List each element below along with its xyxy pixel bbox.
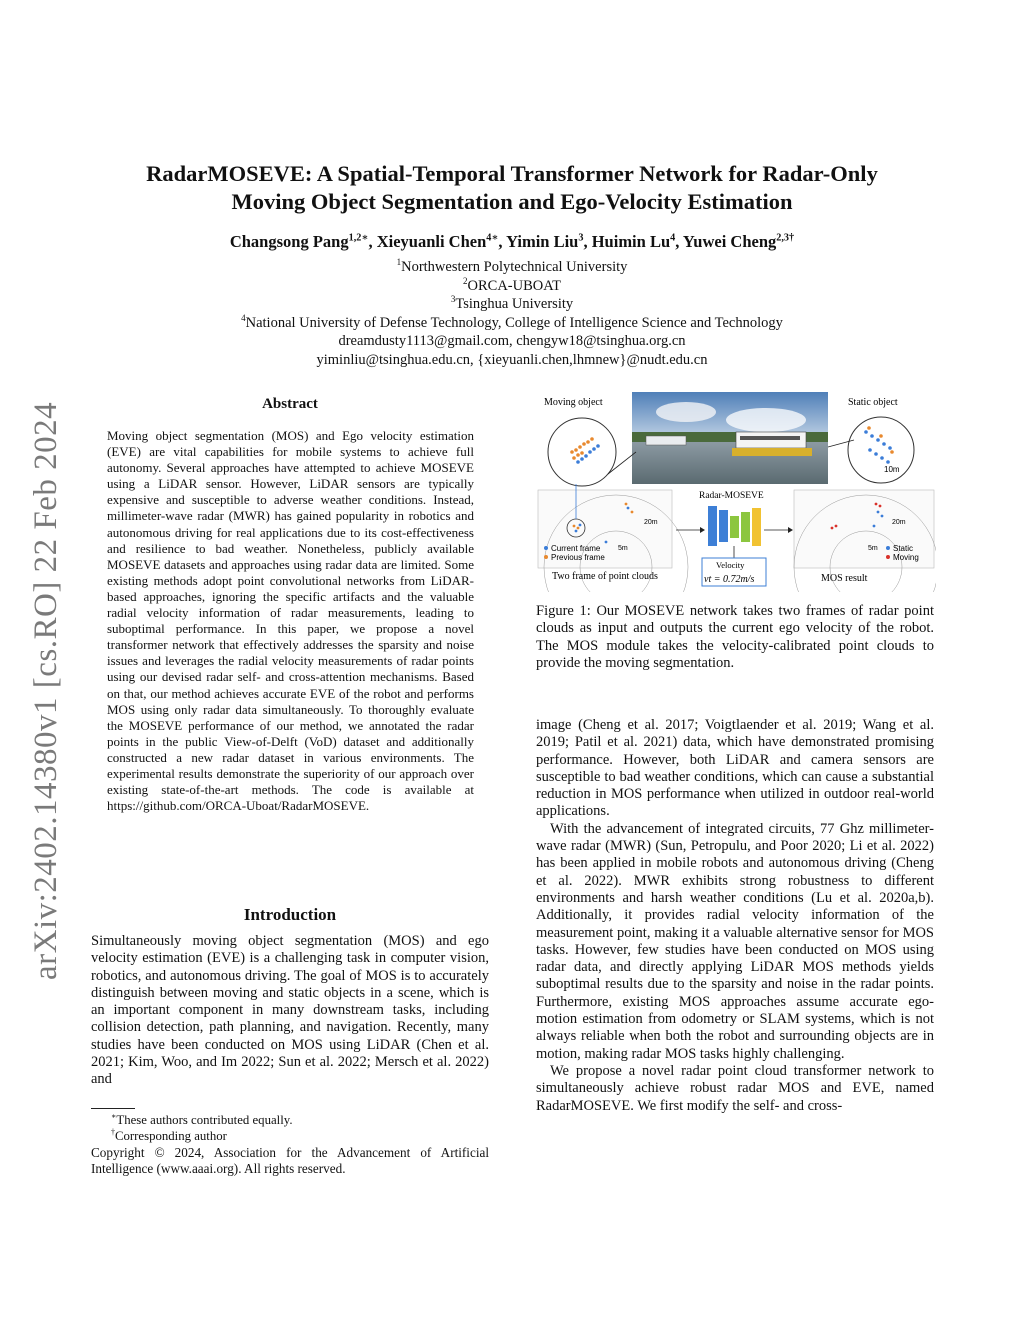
figure-1-caption: Figure 1: Our MOSEVE network takes two frames of radar point clouds as input and outputs the current ego velocity of the robot. The MOS module takes the velocity-calibrated point clouds to provide the moving segmentation. (536, 603, 934, 671)
ring-label-20m: 20m (644, 519, 658, 526)
footnote: †Corresponding author (111, 1128, 227, 1144)
title-line-1: RadarMOSEVE: A Spatial-Temporal Transformer Network for Radar-Only (146, 161, 878, 186)
author-name: Xieyuanli Chen (376, 232, 487, 251)
title-line-2: Moving Object Segmentation and Ego-Velocity Estimation (231, 189, 793, 214)
ring-label-10m: 10m (884, 465, 900, 474)
author-affil-mark: 4 (670, 232, 676, 244)
footnote-rule (91, 1108, 135, 1109)
static-object-label: Static object (848, 397, 898, 408)
legend-current-frame: Current frame (551, 544, 601, 553)
footnotes (91, 1112, 489, 1145)
author-affil-mark: 2,3† (776, 232, 795, 244)
author-name: Yuwei Cheng (682, 232, 777, 251)
email-line: dreamdusty1113@gmail.com, chengyw18@tsinghua.org.cn (338, 333, 686, 350)
static-object-zoom (828, 417, 914, 483)
legend-previous-frame: Previous frame (551, 553, 605, 562)
legend-moving: Moving (893, 553, 919, 562)
moving-object-zoom (548, 418, 636, 486)
moving-object-label: Moving object (544, 397, 603, 408)
email-line: yiminliu@tsinghua.edu.cn, {xieyuanli.chen,lhmnew}@nudt.edu.cn (316, 351, 708, 368)
network-diagram (676, 491, 793, 586)
velocity-value: vt = 0.72m/s (704, 574, 755, 585)
ring-label-20m: 20m (892, 519, 906, 526)
introduction-text: Simultaneously moving object segmentation (MOS) and ego velocity estimation (EVE) is a challenging task in computer vision, robotics, and autonomous driving. The goal of MOS is to accurately distinguish between moving and static objects in a scene, which is an important component in many downstream tasks, including collision detection, path planning, and navigation. Recently, many studies have been conducted on MOS using LiDAR (Chen et al. 2021; Kim, Woo, and Im 2022; Sun et al. 2022; Mersch et al. 2022) and (91, 933, 489, 1088)
author-affil-mark: 4∗ (486, 232, 499, 244)
affiliation-line: $^4$National University of Defense Technology, College of Intelligence Science and Technology (241, 312, 783, 331)
footnote: ∗These authors contributed equally. (111, 1111, 293, 1127)
affiliation-block (92, 258, 932, 370)
copyright-notice: Copyright © 2024, Association for the Advancement of Artificial Intelligence (www.aaai.org). All rights reserved. (91, 1145, 489, 1177)
abstract-heading: Abstract (262, 396, 318, 412)
affiliation-line: $^2$ORCA-UBOAT (463, 275, 561, 294)
paper-title (92, 160, 932, 216)
author-affil-mark: 1,2∗ (348, 232, 369, 244)
affiliation-line: $^1$Northwestern Polytechnical University (396, 257, 628, 275)
legend-static: Static (893, 544, 914, 553)
ring-label-5m: 5m (868, 545, 878, 552)
network-label: Radar-MOSEVE (699, 491, 764, 501)
body-paragraph: image (Cheng et al. 2017; Voigtlaender et al. 2019; Wang et al. 2019; Patil et al. 2021) data, which have demonstrated promising performance. However, both LiDAR and camera sensors are susceptible to bad weather conditions, which can cause a substantial reduction in MOS performance when utilized in outdoor real-world applications. (536, 717, 934, 820)
mos-result-label: MOS result (821, 573, 868, 584)
author-list: Changsong Pang$^{1,2∗}$, Xieyuanli Chen$^{4∗}$, Yimin Liu$^3$, Huimin Lu$^4$, Yuwei Cheng$^{2,3\dagger}$ (229, 232, 795, 251)
ring-label-5m: 5m (618, 545, 628, 552)
abstract-text: Moving object segmentation (MOS) and Ego velocity estimation (EVE) are vital capabilities for mobile systems to achieve full autonomy. Several approaches have attempted to achieve MOSEVE using a LiDAR sensor. However, LiDAR sensors are typically expensive and susceptible to adverse weather conditions. Instead, millimeter-wave radar (MWR) has gained popularity in robotics and autonomous driving for real applications due to its cost-effectiveness and resilience to bad weather. Nonetheless, publicly available MOSEVE datasets and approaches using radar data are limited. Some existing methods adopt point convolutional networks from LiDAR-based approaches, ignoring the specific artifacts and the valuable radial velocity information of radar measurements, leading to suboptimal performance. In this paper, we propose a novel transformer network that effectively addresses the sparsity and noise issues and leverages the radial velocity measurements of radar points using our devised radar self- and cross-attention mechanisms. Based on that, our method achieves accurate EVE of the robot and performs MOS using only radar data simultaneously. To thoroughly evaluate the MOSEVE performance of our method, we annotated the radar points in the public View-of-Delft (VoD) dataset and additionally constructed a new radar dataset in various environments. The experimental results demonstrate the superiority of our approach over existing state-of-the-art methods. The code is available at https://github.com/ORCA-Uboat/RadarMOSEVE. (107, 428, 474, 814)
affiliation-line: $^3$Tsinghua University (450, 294, 574, 313)
figure-1 (536, 392, 936, 592)
author-name: Huimin Lu (591, 232, 671, 251)
two-frame-label: Two frame of point clouds (552, 571, 658, 582)
arxiv-identifier: arXiv:2402.14380v1 [cs.RO] 22 Feb 2024 (28, 401, 64, 980)
body-paragraph: With the advancement of integrated circuits, 77 Ghz millimeter-wave radar (MWR) (Sun, Petropulu, and Poor 2020; Li et al. 2022) has been applied in mobile robots and autonomous driving (Cheng et al. 2022). MWR exhibits strong robustness to different environments and harsh weather conditions (Lu et al. 2020a,b). Additionally, it provides radial velocity information of the measurement point, making it a valuable alternative sensor for MOS tasks. However, few studies have been conducted on MOS using radar data, and directly applying LiDAR MOS methods yields suboptimal results due to the sparsity and noise in the radar points. Furthermore, existing MOS approaches assume accurate ego-motion estimation from odometry or SLAM systems, which is not always reliable when both the robot and surrounding objects are in motion, making radar MOS tasks highly challenging. (536, 820, 934, 1062)
author-affil-mark: 3 (578, 232, 584, 244)
author-name: Yimin Liu (506, 232, 579, 251)
right-column-body (536, 717, 934, 1115)
author-name: Changsong Pang (229, 232, 349, 251)
introduction-heading: Introduction (243, 905, 337, 924)
scene-photo (632, 392, 828, 484)
velocity-label: Velocity (716, 560, 745, 570)
body-paragraph: We propose a novel radar point cloud transformer network to simultaneously achieve robust radar MOS and EVE, named RadarMOSEVE. We first modify the self- and cross- (536, 1062, 934, 1114)
